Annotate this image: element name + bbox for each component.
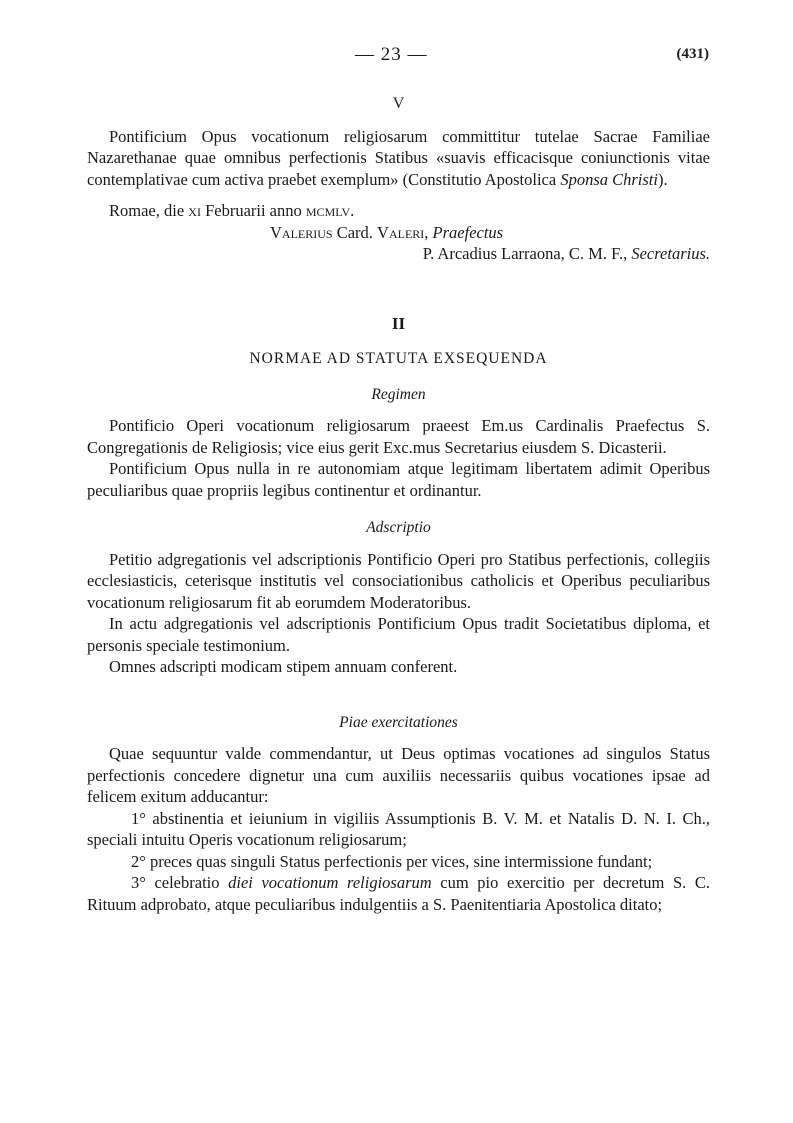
- list-item-3-end: cum pio exercitio per decretum S. C. Rituum adprobato, atque peculiaribus indulgentiis a S. Paenitentiaria Apostolica ditato;: [87, 873, 711, 914]
- paragraph-tutela-end: ).: [657, 169, 668, 189]
- date-day: xi: [188, 201, 201, 220]
- spacer: [87, 265, 710, 313]
- heading-exercitationes: Piae exercitationes: [339, 713, 458, 731]
- spacer: [87, 678, 710, 712]
- paragraph-regimen-2: Pontificium Opus nulla in re autonomiam atque legitimam libertatem adimit Operibus peculiaribus quae propriis legibus continentur et ordinantur.: [87, 459, 710, 500]
- section-title: NORMAE AD STATUTA EXSEQUENDA: [249, 350, 548, 367]
- signature-prefect-role: Praefectus: [432, 222, 504, 242]
- list-item-1: 1° abstinentia et ieiunium in vigiliis Assumptionis B. V. M. et Natalis D. N. I. Ch., speciali intuitu Operis vocationum religiosarum;: [87, 808, 710, 849]
- paragraph-regimen-1: Pontificio Operi vocationum religiosarum praeest Em.us Cardinalis Praefectus S. Congregationis de Religiosis; vice eius gerit Exc.mus Secretarius eiusdem S. Dicasterii.: [87, 416, 710, 457]
- spacer: [87, 501, 710, 517]
- list-item-3: [87, 872, 710, 915]
- list-item-3-start: 3° celebratio: [131, 873, 229, 892]
- heading-adscriptio: Adscriptio: [366, 519, 431, 536]
- paragraph-adscriptio-3: Omnes adscripti modicam stipem annuam conferent.: [109, 657, 458, 676]
- paragraph-tutela-text: Pontificium Opus vocationum religiosarum committitur tutelae Sacrae Familiae Nazarethanae quae omnibus perfectionis Statibus «suavis efficacisque coniunctionis vitae contemplativae cum activa praebet exemplum» (Constitutio Apostolica: [87, 126, 710, 189]
- date-line-end: .: [350, 201, 355, 220]
- signature-prefect-surname: Valeri: [377, 222, 425, 242]
- paragraph-exercitationes-intro: Quae sequuntur valde commendantur, ut Deus optimas vocationes ad singulos Status perfectionis concedere dignetur una cum auxiliis necessariis quibus vocationes ipsae ad felicem exitum adducantur:: [87, 744, 710, 806]
- paragraph-adscriptio-1: Petitio adgregationis vel adscriptionis Pontificio Operi pro Statibus perfectionis, collegiis ecclesiasticis, ceterisque institutis vel consociationibus catholicis et Operibus peculiaribus vocationum religiosarum fit ab eorumdem Moderatoribus.: [87, 549, 710, 612]
- date-line-mid: Februarii anno: [200, 201, 306, 220]
- page-header: [0, 44, 793, 70]
- date-line-start: Romae, die: [109, 201, 189, 220]
- page-number: — 23 —: [355, 44, 428, 65]
- signature-prefect-name: Valerius: [270, 222, 333, 242]
- date-year: mcmlv: [305, 201, 351, 220]
- section-numeral-v: V: [392, 95, 405, 112]
- paragraph-adscriptio-2: In actu adgregationis vel adscriptionis Pontificium Opus tradit Societatibus diploma, et personis speciale testimonium.: [87, 614, 710, 655]
- section-numeral-ii: II: [391, 313, 406, 333]
- signature-prefect-sep: ,: [424, 222, 433, 242]
- date-line: [87, 200, 710, 222]
- page-reference: (431): [676, 46, 709, 62]
- heading-regimen: Regimen: [371, 385, 426, 403]
- signature-secretary-role: Secretarius.: [631, 244, 710, 263]
- signature-secretary: [87, 243, 710, 265]
- signature-prefect-title: Card.: [332, 222, 378, 242]
- paragraph-tutela-citation: Sponsa Christi: [560, 169, 658, 189]
- signature-prefect: [87, 222, 710, 244]
- page-body: [87, 93, 710, 915]
- list-item-2: 2° preces quas singuli Status perfectionis per vices, sine intermissione fundant;: [131, 851, 653, 871]
- paragraph-tutela: [87, 126, 710, 191]
- list-item-3-italic: diei vocationum religiosarum: [228, 873, 432, 892]
- signature-secretary-name: P. Arcadius Larraona, C. M. F.,: [422, 244, 632, 263]
